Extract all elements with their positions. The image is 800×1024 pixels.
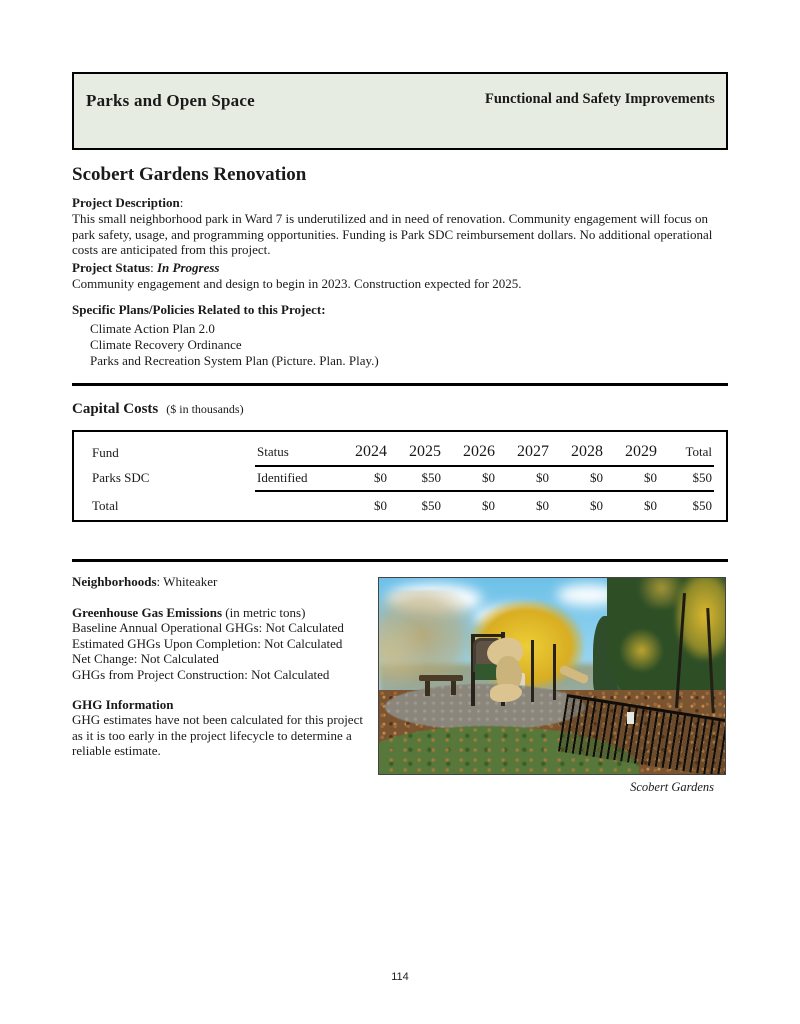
column-header-year: 2026 [443, 440, 497, 466]
cell-status [255, 491, 335, 518]
column-header-year: 2025 [389, 440, 443, 466]
photo-play-bar [471, 634, 505, 637]
cell-fund: Parks SDC [92, 470, 150, 485]
photo-play-post [553, 644, 556, 700]
section-divider [72, 383, 728, 386]
cell-value: $0 [644, 498, 657, 513]
project-status-value: In Progress [156, 260, 220, 275]
ghg-information-label-text: GHG Information [72, 696, 174, 712]
column-header-year: 2027 [497, 440, 551, 466]
table-header-row [90, 440, 714, 466]
column-header-year: 2024 [335, 440, 389, 466]
project-description-label-text: Project Description [72, 195, 180, 210]
section-divider [72, 559, 728, 562]
ghg-information-text: GHG estimates have not been calculated for this project as it is too early in the project lifecycle to determine a reliable estimate. [72, 712, 363, 759]
page-title: Scobert Gardens Renovation [72, 164, 307, 185]
label-colon: : [150, 260, 157, 275]
column-header-fund: Fund [92, 444, 119, 460]
ghg-information-label [72, 697, 374, 713]
capital-costs-table-box [72, 430, 728, 522]
plans-policies-label: Specific Plans/Policies Related to this Project: [72, 302, 326, 317]
photo-gold-foliage [634, 577, 689, 608]
cell-value: $50 [389, 466, 443, 491]
label-colon: : [179, 195, 184, 210]
photo-play-post [531, 640, 534, 702]
details-column [72, 574, 374, 759]
list-item: Parks and Recreation System Plan (Picture. Plan. Play.) [90, 353, 379, 369]
ghg-line: Estimated GHGs Upon Completion: Not Calculated [72, 635, 343, 651]
ghg-line: Baseline Annual Operational GHGs: Not Calculated [72, 620, 344, 636]
cell-value: $0 [497, 466, 551, 491]
cell-value: $0 [335, 466, 389, 491]
column-header-year: 2028 [551, 440, 605, 466]
section-title: Parks and Open Space [86, 91, 255, 110]
page-number: 114 [391, 971, 409, 983]
cell-value: $0 [443, 466, 497, 491]
column-header-status: Status [255, 440, 335, 466]
capital-costs-table [90, 440, 714, 518]
list-item: Climate Action Plan 2.0 [90, 321, 215, 336]
cell-value: $0 [605, 466, 659, 491]
photo-fence-sign [627, 712, 634, 724]
ghg-line: GHGs from Project Construction: Not Calculated [72, 666, 330, 682]
capital-costs-subtitle: ($ in thousands) [166, 402, 244, 416]
ghg-emissions-heading [72, 605, 374, 621]
project-status-label: Project Status [72, 260, 151, 275]
photo-caption: Scobert Gardens [630, 780, 714, 794]
cell-value: $0 [590, 498, 603, 513]
photo-bench-leg [451, 681, 456, 695]
label-colon: : [156, 574, 164, 589]
neighborhoods-label: Neighborhoods [72, 574, 157, 589]
capital-costs-heading [72, 401, 244, 418]
ghg-line: Net Change: Not Calculated [72, 651, 219, 667]
park-photo [378, 577, 726, 775]
photo-gold-foliage [619, 628, 664, 673]
project-status-note: Community engagement and design to begin in 2023. Construction expected for 2025. [72, 276, 522, 291]
cell-value: $50 [421, 498, 441, 513]
ghg-emissions-block [72, 605, 374, 683]
cell-value: $50 [692, 498, 712, 513]
neighborhoods-value: Whiteaker [163, 574, 218, 589]
cell-status: Identified [255, 466, 335, 491]
ghg-emissions-label: Greenhouse Gas Emissions [72, 604, 223, 620]
project-description-label [72, 195, 183, 211]
column-header-year: 2029 [605, 440, 659, 466]
ghg-information-block [72, 697, 374, 759]
list-item: Climate Recovery Ordinance [90, 337, 242, 353]
plans-policies-list [90, 321, 379, 370]
photo-bench-leg [425, 681, 430, 696]
column-header-total: Total [659, 440, 714, 466]
capital-costs-title: Capital Costs [72, 401, 159, 417]
cell-value: $0 [551, 466, 605, 491]
cell-value: $0 [482, 498, 495, 513]
table-row [90, 466, 714, 491]
photo-bare-tree [378, 613, 429, 693]
section-header-banner [72, 72, 728, 150]
project-status-line [72, 260, 219, 276]
cell-value: $50 [659, 466, 714, 491]
cell-fund-total: Total [92, 497, 119, 513]
table-total-row [90, 491, 714, 518]
ghg-emissions-unit: (in metric tons) [225, 604, 306, 620]
cell-value: $0 [374, 498, 387, 513]
project-description-text: This small neighborhood park in Ward 7 is underutilized and in need of renovation. Community engagement will focus on park safety, usage, and programming opportunities. Funding is Park SDC reimbursement dollars. No additional operational costs are anticipated from this project. [72, 211, 713, 258]
cell-value: $0 [536, 498, 549, 513]
subsection-title: Functional and Safety Improvements [485, 91, 715, 107]
neighborhoods-line [72, 574, 374, 590]
